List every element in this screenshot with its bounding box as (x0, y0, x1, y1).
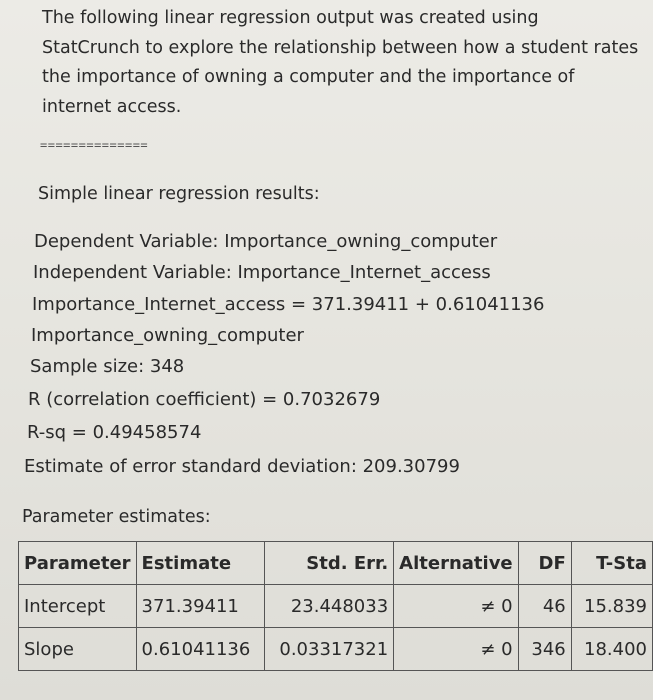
header-df: DF (518, 542, 571, 585)
results-heading: Simple linear regression results: (38, 184, 320, 204)
parameter-estimates-title: Parameter estimates: (22, 507, 211, 527)
error-standard-deviation: Estimate of error standard deviation: 209.30799 (24, 456, 460, 477)
regression-equation-continued: Importance_owning_computer (31, 325, 304, 346)
cell-alternative: ≠ 0 (394, 628, 518, 671)
regression-equation: Importance_Internet_access = 371.39411 + 0.61041136 (32, 294, 545, 315)
independent-variable: Independent Variable: Importance_Internet_access (33, 262, 491, 283)
header-t-stat: T-Sta (571, 542, 652, 585)
cell-alternative: ≠ 0 (394, 585, 518, 628)
table-row (19, 585, 653, 628)
cell-t-stat: 15.839 (571, 585, 652, 628)
header-estimate: Estimate (136, 542, 265, 585)
cell-parameter: Slope (19, 628, 137, 671)
header-std-err: Std. Err. (265, 542, 394, 585)
header-alternative: Alternative (394, 542, 518, 585)
table-header-row (19, 542, 653, 585)
cell-t-stat: 18.400 (571, 628, 652, 671)
cell-df: 346 (518, 628, 571, 671)
r-squared: R-sq = 0.49458574 (27, 422, 202, 443)
cell-estimate: 371.39411 (136, 585, 265, 628)
table-row (19, 628, 653, 671)
cell-std-err: 0.03317321 (265, 628, 394, 671)
header-parameter: Parameter (19, 542, 137, 585)
intro-paragraph: The following linear regression output was created using StatCrunch to explore the relationship between how a student rates the importance of owning a computer and the importance of internet access. (42, 8, 639, 117)
correlation-coefficient: R (correlation coefficient) = 0.7032679 (28, 389, 381, 410)
parameter-estimates-table (18, 541, 653, 671)
dependent-variable: Dependent Variable: Importance_owning_computer (34, 231, 498, 252)
cell-estimate: 0.61041136 (136, 628, 265, 671)
cell-df: 46 (518, 585, 571, 628)
sample-size: Sample size: 348 (30, 356, 185, 377)
divider-line: ============== (40, 138, 149, 152)
cell-parameter: Intercept (19, 585, 137, 628)
cell-std-err: 23.448033 (265, 585, 394, 628)
